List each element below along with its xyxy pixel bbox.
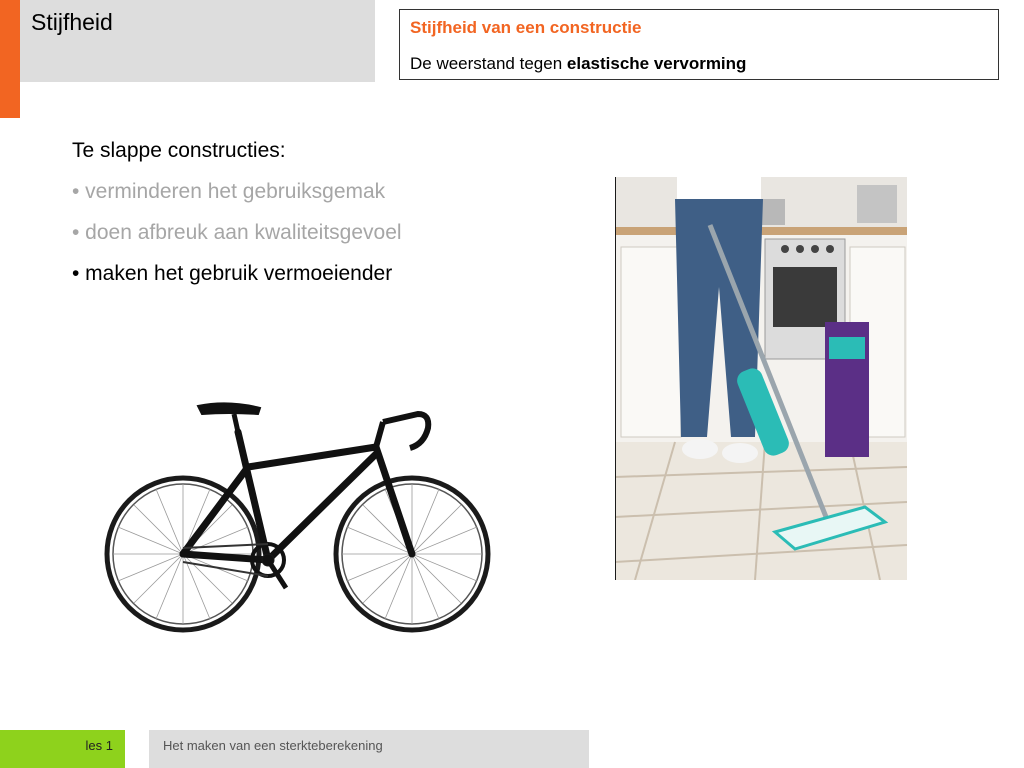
definition-text [410,54,746,74]
footer-lesson: les 1 [85,738,113,753]
bullet-vermoeiender: • maken het gebruik vermoeiender [72,262,393,285]
footer-course-title: Het maken van een sterkteberekening [163,738,383,753]
accent-bar [0,0,20,118]
definition-heading: Stijfheid van een constructie [410,18,642,37]
definition-text-bold: elastische vervorming [566,54,747,73]
mop-floor-image [615,177,907,580]
footer-lesson-panel [0,730,125,768]
bullet-verminderen: • verminderen het gebruiksgemak [72,180,386,203]
footer-course-panel [149,730,589,768]
definition-box [399,9,999,80]
definition-text-prefix: De weerstand tegen [410,54,567,73]
slide-title: Stijfheid [31,9,113,35]
content-list [72,130,402,294]
title-panel [20,0,375,82]
content-intro: Te slappe constructies: [72,139,286,162]
bicycle-image [98,392,493,640]
bullet-afbreuk: • doen afbreuk aan kwaliteitsgevoel [72,221,402,244]
